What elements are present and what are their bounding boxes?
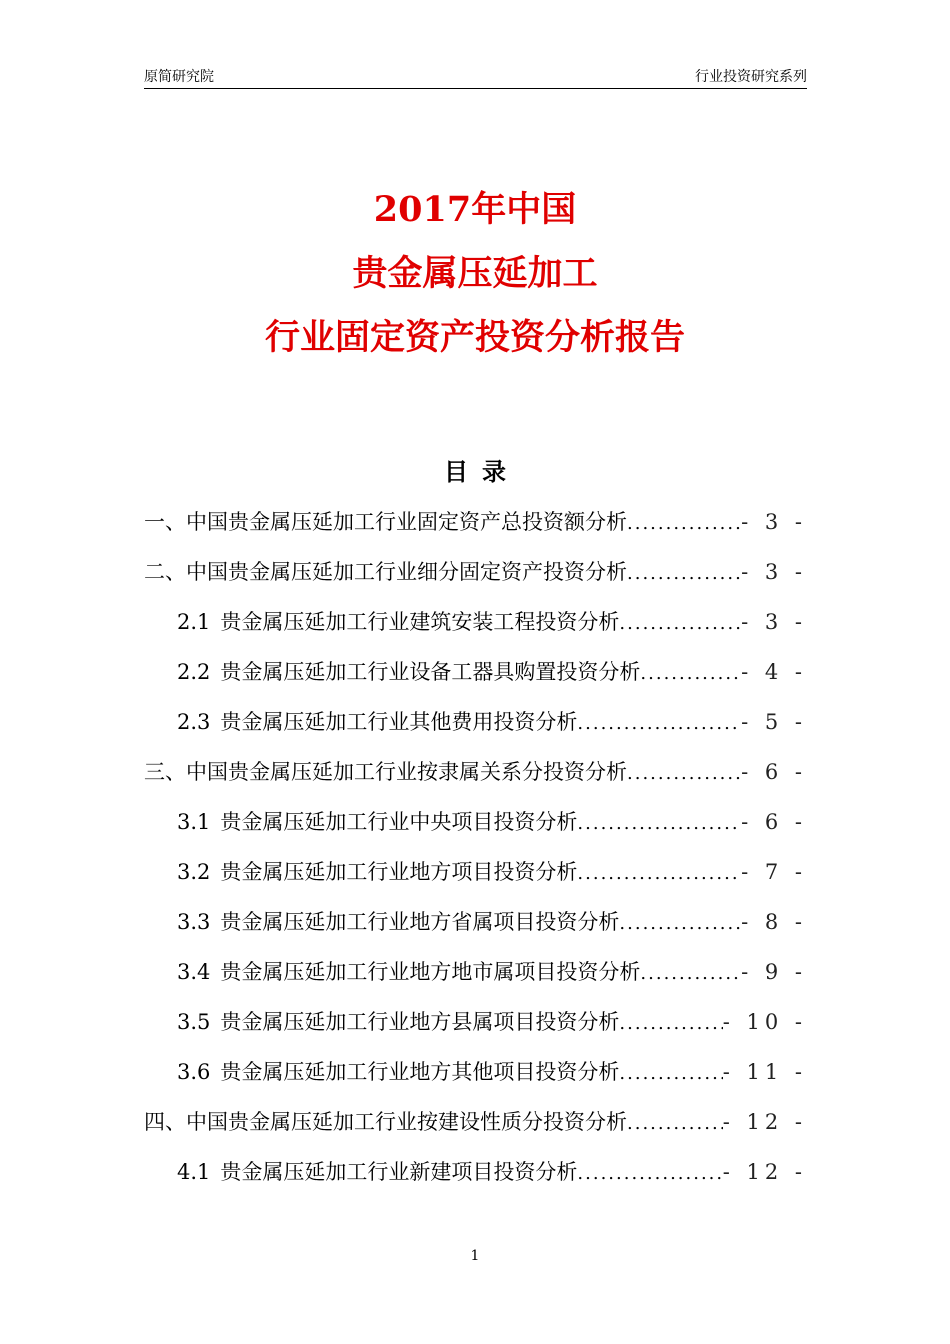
toc-entry-label: 四、中国贵金属压延加工行业按建设性质分投资分析: [144, 1110, 627, 1134]
toc-leader-dots: [627, 754, 741, 794]
toc-entry-label: 贵金属压延加工行业其他费用投资分析: [220, 710, 578, 734]
document-title: [0, 178, 950, 370]
title-line-1: 2017年中国: [373, 189, 577, 230]
toc-entry[interactable]: [144, 502, 807, 552]
toc-leader-dots: [640, 654, 741, 694]
toc-leader-dots: [619, 604, 741, 644]
toc-subentry[interactable]: [144, 902, 807, 952]
toc-entry-number: 3.3: [177, 910, 211, 934]
title-line-3: 行业固定资产投资分析报告: [264, 317, 685, 358]
title-line-2: 贵金属压延加工: [352, 253, 598, 294]
toc-entry-label: 贵金属压延加工行业地方县属项目投资分析: [220, 1010, 620, 1034]
toc-subentry[interactable]: [144, 852, 807, 902]
toc-entry[interactable]: [144, 552, 807, 602]
toc-entry-label: 二、中国贵金属压延加工行业细分固定资产投资分析: [144, 560, 627, 584]
toc-entry-page: - 3 -: [741, 560, 807, 584]
toc-entry-page: - 10 -: [722, 1010, 807, 1034]
toc-entry-label: 贵金属压延加工行业地方省属项目投资分析: [220, 910, 620, 934]
toc-entry[interactable]: [144, 752, 807, 802]
page-number: 1: [470, 1248, 480, 1264]
toc-entry[interactable]: [144, 1102, 807, 1152]
toc-leader-dots: [627, 554, 741, 594]
toc-entry-number: 3.4: [177, 960, 211, 984]
toc-heading: 目录: [444, 458, 520, 486]
toc-entry-page: - 8 -: [741, 910, 807, 934]
toc-entry-label: 三、中国贵金属压延加工行业按隶属关系分投资分析: [144, 760, 627, 784]
toc-entry-label: 贵金属压延加工行业新建项目投资分析: [220, 1160, 578, 1184]
toc-entry-page: - 9 -: [741, 960, 807, 984]
toc-leader-dots: [577, 1154, 722, 1194]
toc-entry-page: - 7 -: [741, 860, 807, 884]
toc-entry-label: 贵金属压延加工行业设备工器具购置投资分析: [220, 660, 641, 684]
toc-entry-number: 2.3: [177, 710, 211, 734]
toc-subentry[interactable]: [144, 602, 807, 652]
toc-entry-label: 贵金属压延加工行业地方其他项目投资分析: [220, 1060, 620, 1084]
header-organization: 原简研究院: [144, 69, 214, 85]
toc-subentry[interactable]: [144, 652, 807, 702]
toc-entry-page: - 3 -: [741, 510, 807, 534]
header-series: 行业投资研究系列: [695, 69, 807, 85]
toc-entry-number: 3.6: [177, 1060, 211, 1084]
toc-entry-number: 3.5: [177, 1010, 211, 1034]
toc-entry-page: - 3 -: [741, 610, 807, 634]
toc-entry-label: 贵金属压延加工行业建筑安装工程投资分析: [220, 610, 620, 634]
toc-entry-label: 一、中国贵金属压延加工行业固定资产总投资额分析: [144, 510, 627, 534]
toc-subentry[interactable]: [144, 1002, 807, 1052]
toc-subentry[interactable]: [144, 802, 807, 852]
toc-entry-page: - 11 -: [722, 1060, 807, 1084]
toc-leader-dots: [619, 1004, 722, 1044]
toc-entry-label: 贵金属压延加工行业地方地市属项目投资分析: [220, 960, 641, 984]
toc-leader-dots: [619, 904, 741, 944]
toc-leader-dots: [577, 704, 741, 744]
toc-subentry[interactable]: [144, 952, 807, 1002]
toc-subentry[interactable]: [144, 1152, 807, 1202]
toc-entry-label: 贵金属压延加工行业中央项目投资分析: [220, 810, 578, 834]
toc-entry-page: - 12 -: [722, 1160, 807, 1184]
toc-leader-dots: [577, 804, 741, 844]
toc-subentry[interactable]: [144, 1052, 807, 1102]
toc-leader-dots: [627, 504, 741, 544]
toc-entry-number: 4.1: [177, 1160, 211, 1184]
toc-entry-page: - 12 -: [722, 1110, 807, 1134]
toc-leader-dots: [627, 1104, 723, 1144]
toc-leader-dots: [619, 1054, 722, 1094]
toc-entry-number: 2.2: [177, 660, 211, 684]
table-of-contents: [144, 502, 807, 1202]
page-header: [144, 66, 807, 89]
toc-leader-dots: [640, 954, 741, 994]
toc-entry-page: - 6 -: [741, 810, 807, 834]
toc-entry-number: 2.1: [177, 610, 211, 634]
toc-leader-dots: [577, 854, 741, 894]
toc-entry-number: 3.1: [177, 810, 211, 834]
toc-entry-page: - 4 -: [741, 660, 807, 684]
toc-entry-label: 贵金属压延加工行业地方项目投资分析: [220, 860, 578, 884]
toc-entry-page: - 5 -: [741, 710, 807, 734]
toc-entry-number: 3.2: [177, 860, 211, 884]
toc-subentry[interactable]: [144, 702, 807, 752]
toc-entry-page: - 6 -: [741, 760, 807, 784]
